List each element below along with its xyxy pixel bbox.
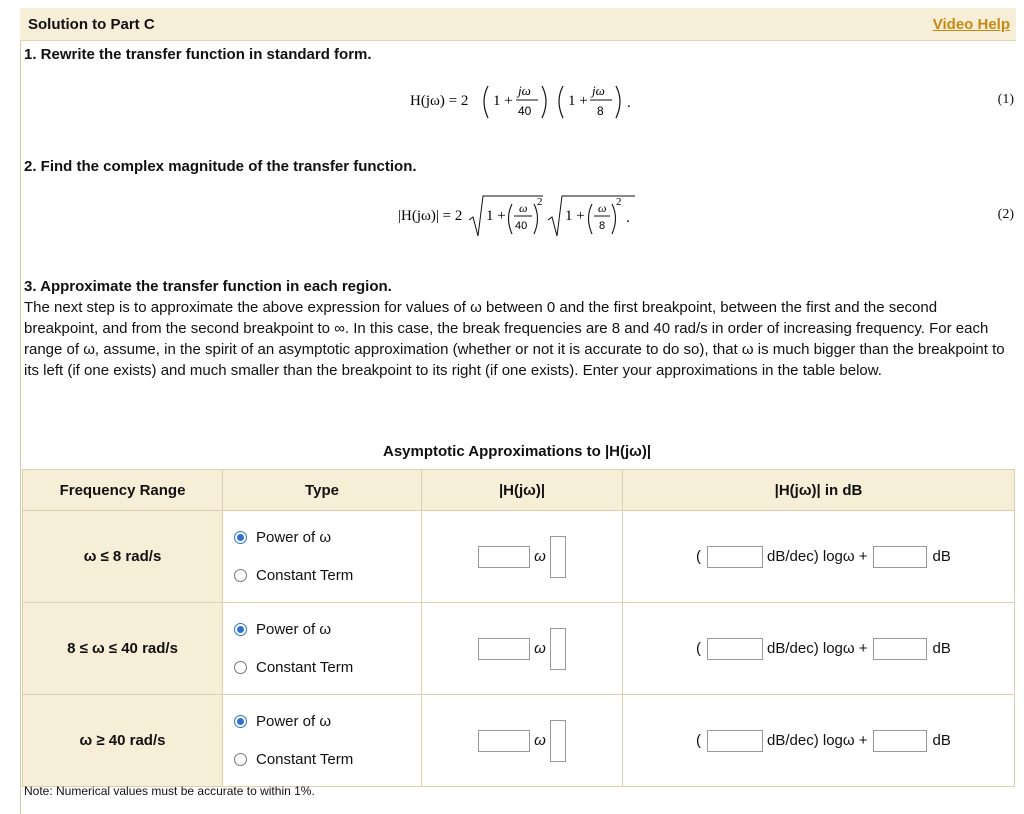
type-cell [223, 511, 422, 603]
svg-text:jω: jω [592, 83, 605, 98]
svg-text:.: . [627, 95, 631, 111]
intercept-input[interactable] [873, 546, 927, 568]
svg-text:jω: jω [518, 83, 531, 98]
open-paren: ( [696, 732, 701, 749]
svg-text:40: 40 [515, 220, 528, 232]
svg-text:1 +: 1 + [565, 208, 585, 224]
magnitude-cell [422, 511, 623, 603]
radio-power-of-omega[interactable] [224, 703, 420, 741]
svg-text:2: 2 [537, 196, 543, 208]
svg-text:1 +: 1 + [568, 93, 588, 109]
equation-1-number: (1) [997, 92, 1014, 107]
svg-text:ω: ω [519, 201, 528, 215]
table-title: Asymptotic Approximations to |H(jω)| [383, 443, 652, 460]
db-cell [623, 695, 1015, 787]
magnitude-cell [422, 695, 623, 787]
step-2-heading: 2. Find the complex magnitude of the transfer function. [24, 158, 417, 175]
radio-label: Power of ω [256, 713, 332, 730]
intercept-input[interactable] [873, 638, 927, 660]
radio-selected-icon[interactable] [234, 531, 247, 544]
header-type: Type [223, 470, 422, 511]
svg-text:40: 40 [518, 104, 532, 118]
video-help-link[interactable]: Video Help [932, 16, 1010, 33]
db-cell [623, 511, 1015, 603]
slope-input[interactable] [707, 638, 763, 660]
equation-2-number: (2) [997, 207, 1014, 222]
svg-text:2: 2 [616, 196, 622, 208]
svg-text:1 +: 1 + [493, 93, 513, 109]
exponent-input[interactable] [550, 536, 566, 578]
slope-input[interactable] [707, 730, 763, 752]
eq1-lhs: H(jω) = 2 [410, 93, 469, 109]
svg-text:1 +: 1 + [486, 208, 506, 224]
table-row [23, 511, 1015, 603]
radio-unselected-icon[interactable] [234, 661, 247, 674]
open-paren: ( [696, 640, 701, 657]
table-row [23, 695, 1015, 787]
radio-unselected-icon[interactable] [234, 753, 247, 766]
radio-constant-term[interactable] [224, 741, 420, 779]
omega-symbol: ω [534, 640, 546, 657]
svg-text:8: 8 [599, 220, 606, 232]
db-unit-label: dB [932, 640, 951, 657]
accuracy-note: Note: Numerical values must be accurate to within 1%. [24, 784, 315, 798]
db-unit-label: dB [932, 548, 951, 565]
step-1-heading: 1. Rewrite the transfer function in standard form. [24, 46, 372, 63]
slope-unit-label: dB/dec) logω + [767, 548, 868, 565]
approximation-table [22, 469, 1015, 787]
section-title: Solution to Part C [28, 16, 155, 33]
radio-label: Power of ω [256, 529, 332, 546]
svg-text:.: . [626, 210, 630, 226]
svg-text:ω: ω [598, 201, 607, 215]
equation-1 [405, 78, 645, 124]
type-cell [223, 603, 422, 695]
exponent-input[interactable] [550, 720, 566, 762]
slope-unit-label: dB/dec) logω + [767, 732, 868, 749]
radio-selected-icon[interactable] [234, 623, 247, 636]
db-unit-label: dB [932, 732, 951, 749]
frequency-range: ω ≥ 40 rad/s [23, 695, 223, 787]
instructions-paragraph: The next step is to approximate the above expression for values of ω between 0 and the first breakpoint, between the first and the second breakpoint, and from the second breakpoint to ∞. In this case, the break frequencies are 8 and 40 rad/s in order of increasing frequency. For each range of ω, assume, in the spirit of an asymptotic approximation (whether or not it is accurate to do so), that ω is much bigger than the breakpoint to its left (if one exists) and much smaller than the breakpoint to its right (if one exists). Enter your approximations in the table below. [24, 299, 1005, 379]
exponent-input[interactable] [550, 628, 566, 670]
header-magnitude-db: |H(jω)| in dB [623, 470, 1015, 511]
radio-label: Power of ω [256, 621, 332, 638]
slope-input[interactable] [707, 546, 763, 568]
radio-label: Constant Term [256, 567, 354, 584]
radio-constant-term[interactable] [224, 557, 420, 595]
slope-unit-label: dB/dec) logω + [767, 640, 868, 657]
step-3-heading: 3. Approximate the transfer function in each region. [24, 278, 392, 295]
radio-power-of-omega[interactable] [224, 611, 420, 649]
omega-symbol: ω [534, 548, 546, 565]
intercept-input[interactable] [873, 730, 927, 752]
coefficient-input[interactable] [478, 730, 530, 752]
frequency-range: 8 ≤ ω ≤ 40 rad/s [23, 603, 223, 695]
radio-unselected-icon[interactable] [234, 569, 247, 582]
section-header [20, 8, 1016, 41]
radio-label: Constant Term [256, 751, 354, 768]
svg-text:8: 8 [597, 104, 604, 118]
radio-label: Constant Term [256, 659, 354, 676]
magnitude-cell [422, 603, 623, 695]
omega-symbol: ω [534, 732, 546, 749]
type-cell [223, 695, 422, 787]
radio-power-of-omega[interactable] [224, 519, 420, 557]
coefficient-input[interactable] [478, 638, 530, 660]
header-magnitude: |H(jω)| [422, 470, 623, 511]
header-frequency-range: Frequency Range [23, 470, 223, 511]
coefficient-input[interactable] [478, 546, 530, 568]
equation-2 [395, 190, 655, 244]
radio-selected-icon[interactable] [234, 715, 247, 728]
db-cell [623, 603, 1015, 695]
eq2-lhs: |H(jω)| = 2 [398, 208, 463, 224]
radio-constant-term[interactable] [224, 649, 420, 687]
frequency-range: ω ≤ 8 rad/s [23, 511, 223, 603]
table-row [23, 603, 1015, 695]
open-paren: ( [696, 548, 701, 565]
